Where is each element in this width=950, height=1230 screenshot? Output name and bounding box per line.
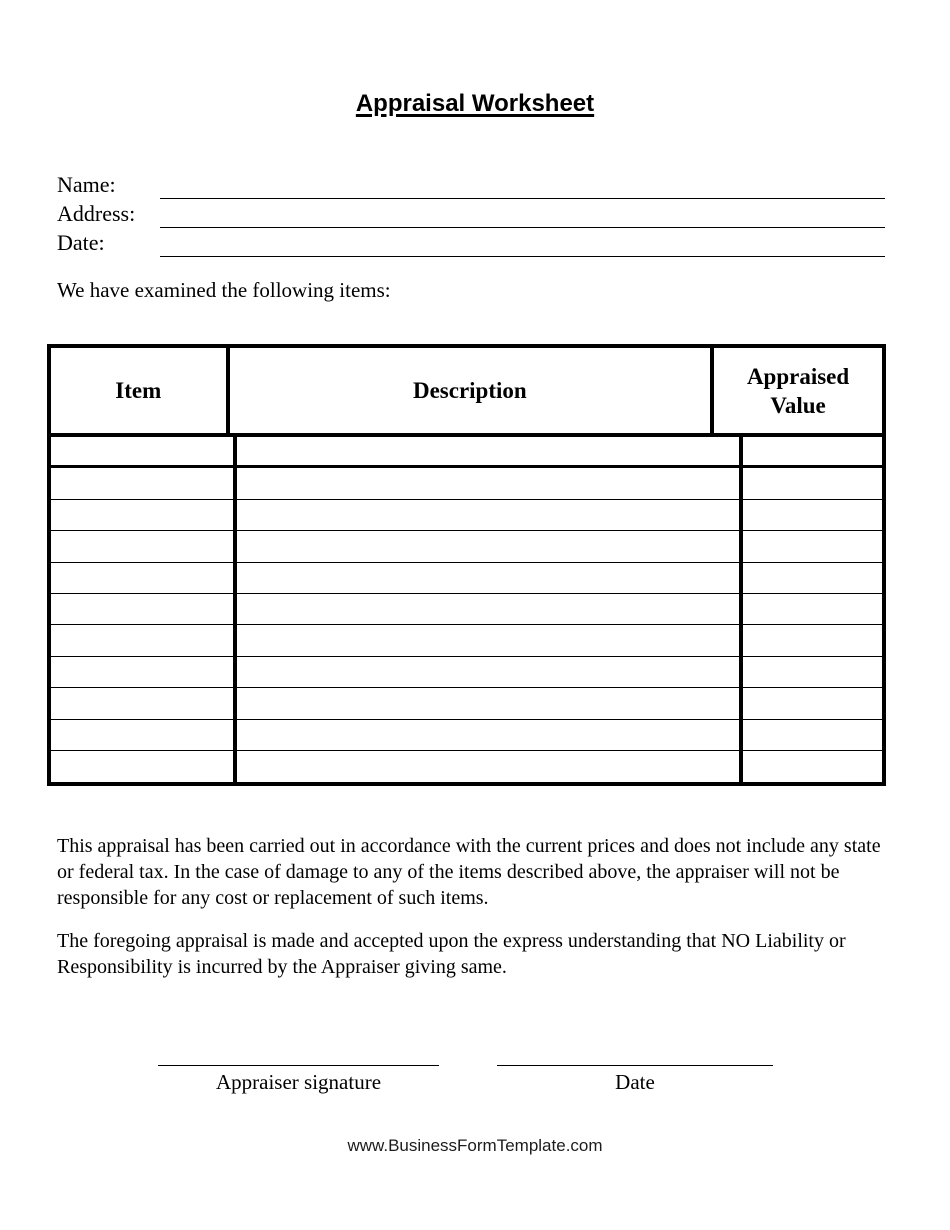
liability-paragraph: The foregoing appraisal is made and accepted upon the express understanding that NO Liability or Responsibility is incurred by the Appraiser giving same. xyxy=(57,930,846,978)
table-cell[interactable] xyxy=(743,563,882,593)
table-cell[interactable] xyxy=(743,688,882,718)
table-row xyxy=(51,594,882,625)
table-cell[interactable] xyxy=(237,563,743,593)
date-input-line[interactable] xyxy=(160,229,885,257)
table-cell[interactable] xyxy=(51,500,237,530)
table-cell[interactable] xyxy=(743,657,882,687)
table-row xyxy=(51,437,882,468)
table-cell[interactable] xyxy=(743,594,882,624)
contact-fields xyxy=(57,170,885,257)
table-body xyxy=(51,437,882,782)
intro-text: We have examined the following items: xyxy=(57,278,391,302)
table-row xyxy=(51,688,882,719)
table-cell[interactable] xyxy=(237,657,743,687)
table-row xyxy=(51,751,882,782)
items-table xyxy=(47,344,886,786)
table-cell[interactable] xyxy=(51,563,237,593)
column-header-item: Item xyxy=(51,348,230,433)
appraiser-signature-block xyxy=(158,1065,439,1095)
date-signature-label: Date xyxy=(615,1070,655,1094)
address-field-row xyxy=(57,199,885,228)
column-header-description: Description xyxy=(230,348,715,433)
table-row xyxy=(51,657,882,688)
table-row xyxy=(51,468,882,499)
terms-section xyxy=(57,833,898,980)
table-cell[interactable] xyxy=(237,531,743,561)
page-title: Appraisal Worksheet xyxy=(355,90,595,117)
table-row xyxy=(51,720,882,751)
table-cell[interactable] xyxy=(743,468,882,498)
table-cell[interactable] xyxy=(51,688,237,718)
table-cell[interactable] xyxy=(51,625,237,655)
table-row xyxy=(51,625,882,656)
signature-section xyxy=(158,1065,773,1095)
table-cell[interactable] xyxy=(743,751,882,782)
table-cell[interactable] xyxy=(51,437,237,465)
table-cell[interactable] xyxy=(237,625,743,655)
table-cell[interactable] xyxy=(51,657,237,687)
table-row xyxy=(51,531,882,562)
name-field-row xyxy=(57,170,885,199)
table-cell[interactable] xyxy=(237,594,743,624)
appraiser-signature-label: Appraiser signature xyxy=(215,1070,382,1094)
table-cell[interactable] xyxy=(743,720,882,750)
table-cell[interactable] xyxy=(51,468,237,498)
table-cell[interactable] xyxy=(51,531,237,561)
address-input-line[interactable] xyxy=(160,200,885,228)
table-cell[interactable] xyxy=(743,625,882,655)
table-cell[interactable] xyxy=(743,531,882,561)
column-header-appraised-value: Appraised Value xyxy=(746,363,850,418)
date-field-row xyxy=(57,228,885,257)
table-cell[interactable] xyxy=(51,720,237,750)
table-row xyxy=(51,500,882,531)
table-cell[interactable] xyxy=(743,500,882,530)
table-cell[interactable] xyxy=(51,594,237,624)
date-signature-block xyxy=(497,1065,773,1095)
table-header-row xyxy=(51,348,882,437)
date-label: Date: xyxy=(57,230,105,255)
name-label: Name: xyxy=(57,172,116,197)
table-cell[interactable] xyxy=(237,720,743,750)
disclaimer-paragraph: This appraisal has been carried out in accordance with the current prices and does not include any state or federal tax. In the case of damage to any of the items described above, the appraiser will not be responsible for any cost or replacement of such items. xyxy=(57,835,881,909)
table-row xyxy=(51,563,882,594)
table-cell[interactable] xyxy=(743,437,882,465)
table-cell[interactable] xyxy=(237,500,743,530)
table-cell[interactable] xyxy=(237,751,743,782)
table-cell[interactable] xyxy=(237,468,743,498)
name-input-line[interactable] xyxy=(160,171,885,199)
table-cell[interactable] xyxy=(237,437,743,465)
table-cell[interactable] xyxy=(51,751,237,782)
table-cell[interactable] xyxy=(237,688,743,718)
footer-url: www.BusinessFormTemplate.com xyxy=(347,1136,603,1155)
address-label: Address: xyxy=(57,201,136,226)
